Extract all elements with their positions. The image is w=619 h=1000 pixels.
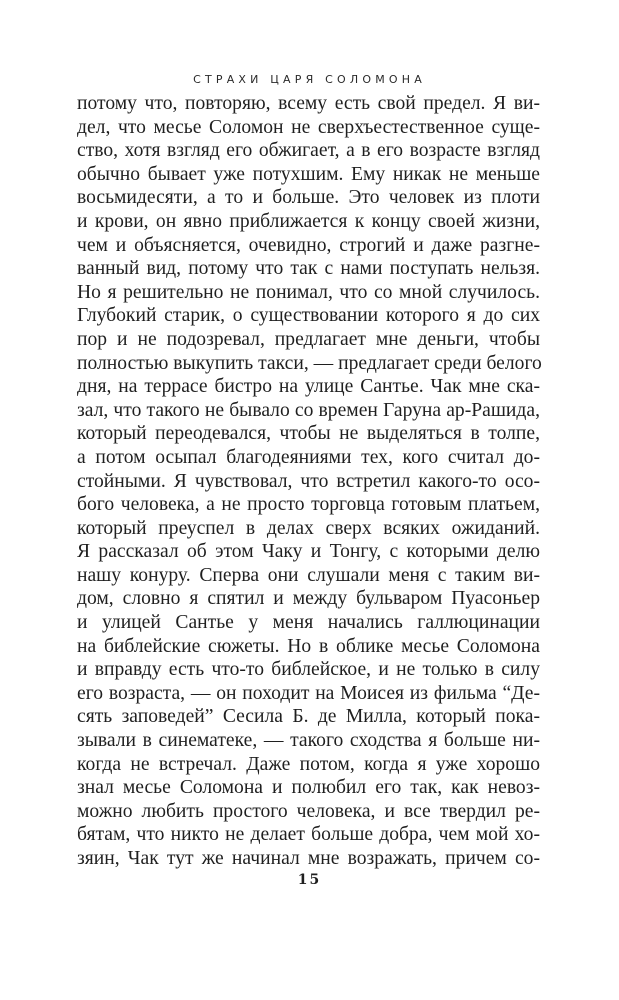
text-line: ство, хотя взгляд его обжигает, а в его возрасте взгляд bbox=[77, 140, 540, 162]
text-line: дня, на террасе бистро на улице Сантье. Чак мне ска- bbox=[77, 376, 540, 398]
text-line: стойными. Я чувствовал, что встретил какого-то осо- bbox=[77, 470, 540, 492]
text-line: его возраста, — он походит на Моисея из фильма “Де- bbox=[77, 682, 540, 704]
text-line: сять заповедей” Сесила Б. де Милла, который пока- bbox=[77, 706, 540, 728]
text-line: зывали в синематеке, — такого сходства я больше ни- bbox=[77, 730, 540, 752]
body-text bbox=[77, 92, 540, 871]
text-line: Но я решительно не понимал, что со мной случилось. bbox=[77, 281, 540, 303]
text-line: а потом осыпал благодеяниями тех, кого считал до- bbox=[77, 446, 540, 468]
text-line: и улицей Сантье у меня начались галлюцинации bbox=[77, 612, 540, 634]
text-line: зал, что такого не бывало со времен Гаруна ар-Рашида, bbox=[77, 399, 540, 421]
text-line: дел, что месье Соломон не сверхъестественное суще- bbox=[77, 116, 540, 138]
text-line: Глубокий старик, о существовании которого я до сих bbox=[77, 305, 540, 327]
page-number: 15 bbox=[297, 872, 322, 888]
text-line: который преуспел в делах сверх всяких ожиданий. bbox=[77, 517, 540, 539]
text-line: потому что, повторяю, всему есть свой предел. Я ви- bbox=[77, 93, 540, 114]
text-line: обычно бывает уже потухшим. Ему никак не меньше bbox=[77, 163, 540, 185]
text-line: пор и не подозревал, предлагает мне деньги, чтобы bbox=[77, 328, 540, 350]
text-line: дом, словно я спятил и между бульваром Пуасоньер bbox=[77, 588, 540, 610]
text-line: Я рассказал об этом Чаку и Тонгу, с которыми делю bbox=[77, 541, 540, 563]
text-line: чем и объясняется, очевидно, строгий и даже разгне- bbox=[77, 234, 540, 256]
text-line: и крови, он явно приближается к концу своей жизни, bbox=[77, 210, 540, 232]
text-line: нашу конуру. Сперва они слушали меня с таким ви- bbox=[77, 564, 540, 586]
text-line: и вправду есть что-то библейское, и не только в силу bbox=[77, 659, 540, 681]
text-line: можно любить простого человека, и все твердил ре- bbox=[77, 800, 540, 822]
text-line: полностью выкупить такси, — предлагает среди белого bbox=[77, 352, 542, 374]
text-line: когда не встречал. Даже потом, когда я уже хорошо bbox=[77, 753, 540, 775]
text-line: ванный вид, потому что так с нами поступать нельзя. bbox=[77, 258, 540, 280]
running-head: СТРАХИ ЦАРЯ СОЛОМОНА bbox=[193, 73, 426, 86]
text-line: знал месье Соломона и полюбил его так, как невоз- bbox=[77, 777, 540, 799]
text-line: на библейские сюжеты. Но в облике месье Соломона bbox=[77, 635, 540, 657]
text-line: зяин, Чак тут же начинал мне возражать, причем со- bbox=[77, 848, 540, 869]
text-line: восьмидесяти, а то и больше. Это человек из плоти bbox=[77, 187, 540, 209]
text-line: бятам, что никто не делает больше добра, чем мой хо- bbox=[77, 824, 540, 846]
text-line: который переодевался, чтобы не выделяться в толпе, bbox=[77, 423, 540, 445]
text-line: бого человека, а не просто торговца готовым платьем, bbox=[77, 494, 540, 516]
